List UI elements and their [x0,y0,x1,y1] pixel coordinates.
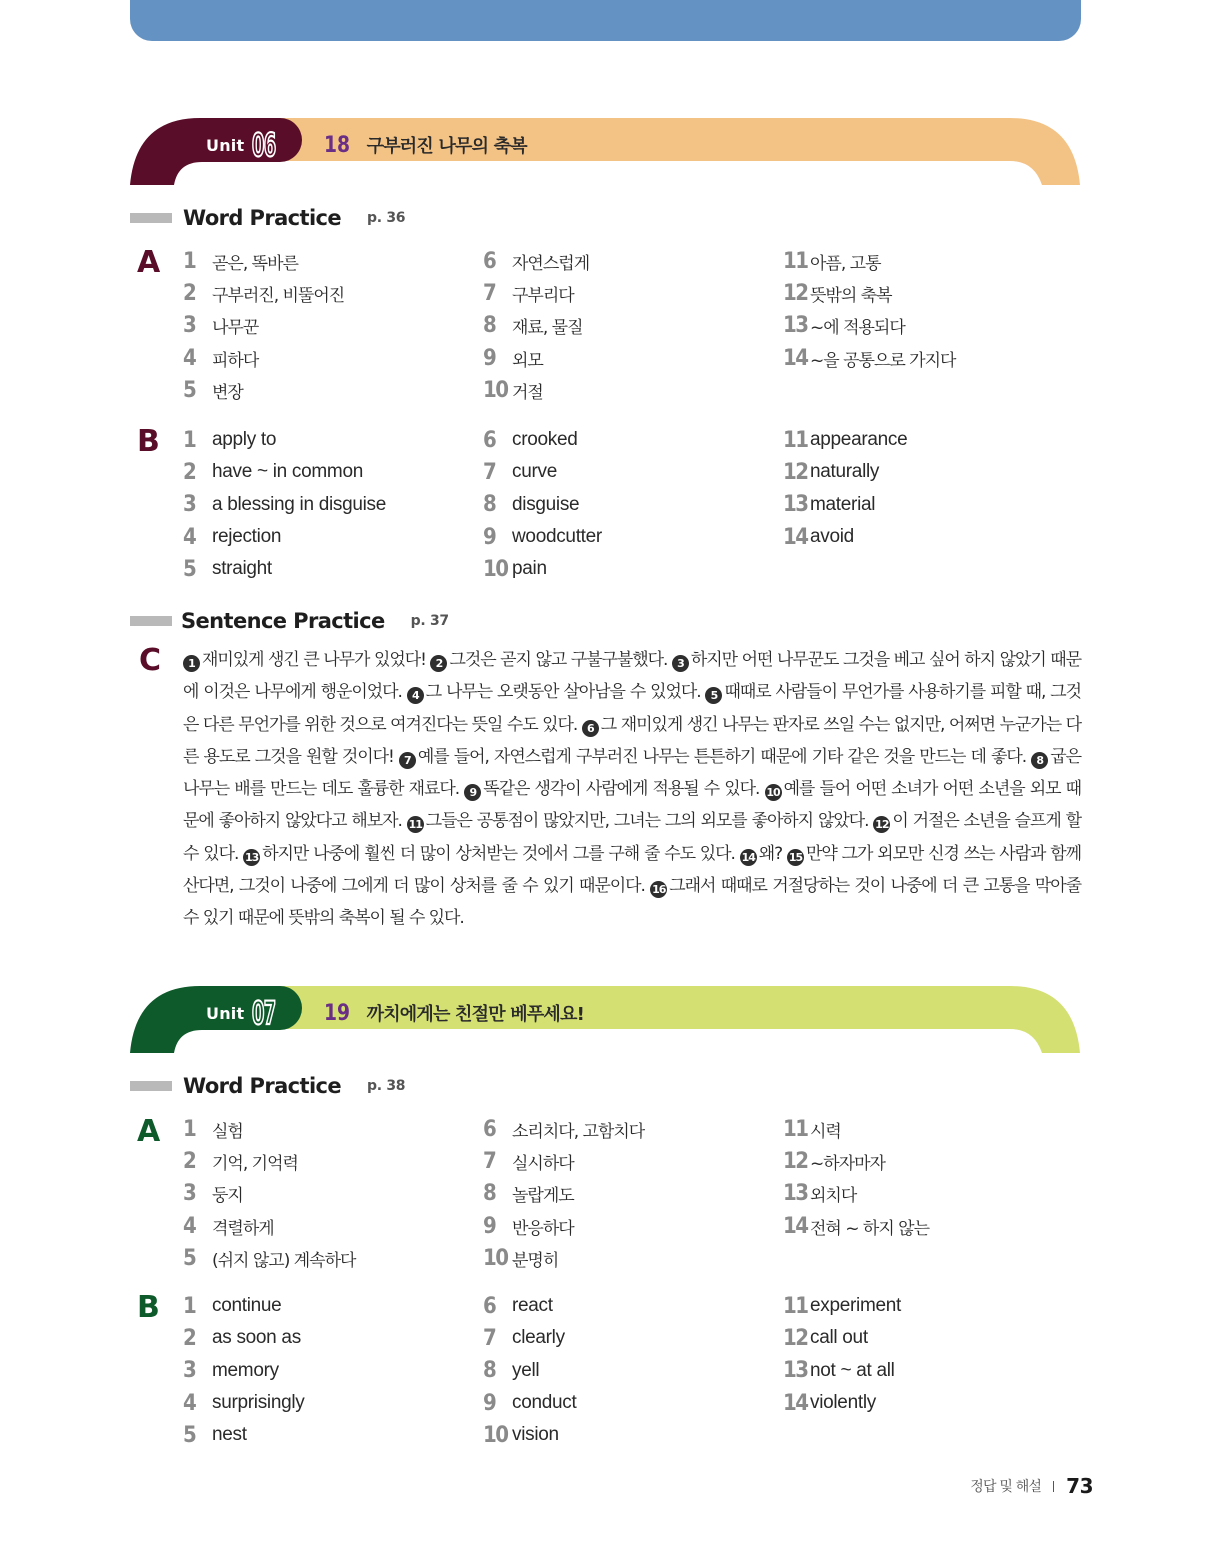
sentence-text: 하지만 나중에 훨씬 더 많이 상처받는 것에서 그를 구해 줄 수도 있다. [262,843,735,864]
exercise-letter-a: A [137,245,161,280]
item-text: surprisingly [212,1392,305,1414]
word-item [783,1355,901,1387]
word-item [183,245,344,277]
unit-number: 07 [252,994,276,1032]
item-number: 11 [783,248,808,274]
item-number: 3 [183,313,196,339]
word-item [783,424,907,456]
item-number: 11 [783,1116,808,1142]
item-text: 격렬하게 [212,1218,274,1239]
word-column [483,245,589,406]
unit-label [206,126,278,164]
item-text: 시력 [810,1121,841,1142]
sentence-number-badge: 16 [652,883,666,897]
item-number: 4 [183,345,196,371]
word-item [483,1242,644,1274]
item-number: 12 [783,280,808,306]
lesson-name: 까치에게는 친절만 베푸세요! [366,1004,585,1025]
word-item [783,342,955,374]
item-text: material [810,493,876,515]
item-text: react [512,1295,553,1317]
item-number: 2 [183,1148,196,1174]
word-item [183,456,386,488]
item-number: 10 [483,1245,508,1271]
word-item [783,456,907,488]
word-item [483,374,589,406]
item-number: 9 [483,1390,496,1416]
item-text: woodcutter [512,526,602,548]
item-number: 7 [483,280,496,306]
item-text: vision [512,1424,559,1446]
item-text: 둥지 [212,1186,243,1207]
word-column [183,1290,305,1451]
word-column [483,424,602,585]
word-item [483,1322,576,1354]
item-number: 11 [783,1293,808,1319]
sentence-text: 재미있게 생긴 큰 나무가 있었다! [202,650,426,670]
word-column [183,424,386,585]
item-text: apply to [212,429,277,451]
word-item [183,342,344,374]
section-bar [130,213,172,223]
item-number: 13 [783,313,808,339]
sentence-text: 그 재미있게 생긴 나무는 판자로 쓰일 수는 없지만, 어쩌면 누군가는 다른 용도로 그것을 원할 것이다! [183,714,1081,767]
word-item [783,277,955,309]
lesson-number: 18 [324,132,351,158]
word-item [483,310,589,342]
item-number: 13 [783,1181,808,1207]
sentence-number-badge: 11 [408,818,422,832]
item-number: 9 [483,345,496,371]
item-text: 실험 [212,1121,243,1142]
sentence-text: 예를 들어 어떤 소녀가 어떤 소년을 외모 때문에 좋아하지 않았다고 해보자. [183,779,1082,832]
word-column [483,1290,576,1451]
item-number: 5 [183,1422,196,1448]
word-practice-heading [130,204,405,232]
footer-label: 정답 및 해설 [970,1479,1042,1495]
exercise-letter-a: A [137,1114,161,1149]
word-item [483,456,602,488]
item-number: 3 [183,1181,196,1207]
section-title: Word Practice [183,206,342,230]
item-number: 4 [183,1390,196,1416]
item-text: 피하다 [212,350,259,371]
item-number: 13 [783,492,808,518]
word-item [783,1210,929,1242]
sentence-number-badge: 14 [741,850,755,864]
word-item [783,1322,901,1354]
word-item [783,1145,929,1177]
item-number: 5 [183,556,196,582]
word-item [183,1290,305,1322]
item-number: 12 [783,1148,808,1174]
item-text: 소리치다, 고함치다 [512,1121,645,1142]
item-text: 자연스럽게 [512,253,590,274]
section-bar [130,1081,172,1091]
item-text: rejection [212,526,282,548]
sentence-number-badge: 8 [1031,752,1048,769]
item-text: not ~ at all [810,1359,895,1381]
item-number: 6 [483,1116,496,1142]
sentence-number-badge: 13 [245,850,259,864]
page-number: 73 [1066,1474,1093,1498]
word-column [483,1113,644,1274]
sentence-text: 그것은 곧지 않고 구불구불했다. [449,650,668,670]
item-text: a blessing in disguise [212,493,387,515]
exercise-letter-b: B [137,1290,160,1325]
item-number: 1 [183,1116,196,1142]
item-number: 9 [483,1213,496,1239]
word-item [183,374,344,406]
unit-07-header [130,985,1081,1055]
word-item [183,1387,305,1419]
item-number: 7 [483,459,496,485]
sentence-text: 때때로 사람들이 무언가를 사용하기를 피할 때, 그것은 다른 무언가를 위한 것으로 여겨진다는 뜻일 수도 있다. [183,682,1081,735]
word-item [783,489,907,521]
word-item [183,1145,355,1177]
page-footer [970,1474,1093,1498]
item-number: 8 [483,492,496,518]
sentence-number-badge: 2 [430,655,447,672]
unit-label [206,994,278,1032]
sentence-text: 만약 그가 외모만 신경 쓰는 사람과 함께 산다면, 그것이 나중에 그에게 더 많이 상처를 줄 수 있기 때문이다. [183,843,1082,897]
item-number: 6 [483,1293,496,1319]
sentence-number-badge: 6 [582,720,599,737]
item-text: 재료, 물질 [512,318,583,339]
word-item [183,1113,355,1145]
item-text: 아픔, 고통 [810,253,881,274]
word-item [483,1178,644,1210]
item-text: disguise [512,493,580,515]
word-item [183,310,344,342]
word-item [183,277,344,309]
word-item [783,521,907,553]
item-number: 1 [183,248,196,274]
exercise-letter-c: C [139,643,162,678]
sentence-practice-paragraph [183,644,1081,935]
item-text: call out [810,1327,868,1349]
sentence-text: 예를 들어, 자연스럽게 구부러진 나무는 튼튼하기 때문에 기타 같은 것을 만드는 데 좋다. [417,746,1027,767]
item-text: 뜻밖의 축복 [810,285,892,306]
sentence-text: 그래서 때때로 거절당하는 것이 나중에 더 큰 고통을 막아줄 수 있기 때문에 뜻밖의 축복이 될 수 있다. [183,876,1082,929]
word-column [783,1290,901,1419]
word-item [483,1210,644,1242]
item-text: appearance [810,429,908,451]
item-number: 12 [783,459,808,485]
item-text: (쉬지 않고) 계속하다 [212,1250,356,1271]
top-color-band [130,0,1081,41]
section-bar [130,616,172,626]
word-column [783,1113,929,1242]
item-number: 14 [783,345,808,371]
word-item [483,553,602,585]
word-item [183,521,386,553]
word-item [483,1355,576,1387]
exercise-letter-b: B [137,424,160,459]
item-text: naturally [810,461,880,483]
word-item [783,1178,929,1210]
word-column [183,1113,355,1274]
item-text: pain [512,558,547,580]
item-number: 6 [483,248,496,274]
item-number: 8 [483,1358,496,1384]
word-item [483,342,589,374]
item-text: 외모 [512,350,543,371]
item-text: yell [512,1359,540,1381]
item-text: 반응하다 [512,1218,574,1239]
word-item [783,245,955,277]
word-item [183,424,386,456]
sentence-number-badge: 10 [766,786,780,800]
item-text: avoid [810,526,854,548]
item-number: 4 [183,1213,196,1239]
item-text: 변장 [212,382,243,403]
sentence-practice-heading [130,607,449,635]
item-text: as soon as [212,1327,301,1349]
item-number: 12 [783,1325,808,1351]
item-text: straight [212,558,272,580]
word-item [783,1387,901,1419]
item-number: 10 [483,377,508,403]
sentence-text: 하지만 어떤 나무꾼도 그것을 베고 싶어 하지 않았기 때문에 이것은 나무에게 행운이었다. [183,650,1081,703]
word-item [483,277,589,309]
sentence-number-badge: 7 [399,752,416,769]
item-number: 7 [483,1148,496,1174]
sentence-number-badge: 9 [464,784,481,801]
word-column [783,245,955,374]
item-text: ~하자마자 [810,1153,885,1174]
word-item [483,1419,576,1451]
section-title: Word Practice [183,1074,342,1098]
item-text: 곧은, 똑바른 [212,253,298,274]
item-text: 외치다 [810,1186,857,1207]
sentence-number-badge: 5 [705,687,722,704]
sentence-text: 그들은 공통점이 많았지만, 그녀는 그의 외모를 좋아하지 않았다. [425,811,869,832]
word-item [483,1113,644,1145]
item-number: 14 [783,1213,808,1239]
section-page-ref: p. 36 [367,210,406,226]
item-number: 2 [183,1325,196,1351]
word-item [183,1322,305,1354]
item-text: 구부리다 [512,285,574,306]
word-item [183,1242,355,1274]
item-number: 14 [783,1390,808,1416]
item-text: 구부러진, 비뚤어진 [212,285,345,306]
word-item [183,1419,305,1451]
sentence-text: 그 나무는 오랫동안 살아남을 수 있었다. [425,682,701,703]
item-text: 놀랍게도 [512,1186,574,1207]
footer-divider [1053,1481,1054,1492]
sentence-text: 왜? [758,843,783,864]
word-item [483,521,602,553]
word-item [183,1355,305,1387]
word-item [183,489,386,521]
sentence-text: 이 거절은 소년을 슬프게 할 수 있다. [183,811,1081,864]
word-item [483,245,589,277]
item-text: violently [810,1392,876,1414]
unit-word: Unit [206,1003,245,1023]
item-number: 5 [183,1245,196,1271]
word-item [783,1113,929,1145]
sentence-number-badge: 15 [788,850,803,864]
sentence-number-badge: 12 [875,818,889,832]
word-item [483,1387,576,1419]
word-item [483,424,602,456]
item-number: 3 [183,492,196,518]
item-number: 3 [183,1358,196,1384]
item-number: 9 [483,524,496,550]
lesson-title [324,995,584,1031]
item-number: 7 [483,1325,496,1351]
section-page-ref: p. 37 [410,613,449,629]
lesson-name: 구부러진 나무의 축복 [366,136,527,157]
item-text: nest [212,1424,247,1446]
item-number: 10 [483,1422,508,1448]
unit-06-header [130,117,1081,187]
word-item [183,1178,355,1210]
word-item [483,1145,644,1177]
section-title: Sentence Practice [181,609,385,633]
word-item [183,553,386,585]
item-text: ~을 공통으로 가지다 [810,350,956,371]
unit-word: Unit [206,135,245,155]
item-text: 분명히 [512,1250,559,1271]
item-text: 기억, 기억력 [212,1153,298,1174]
word-item [783,310,955,342]
item-number: 4 [183,524,196,550]
item-text: 전혀 ~ 하지 않는 [810,1218,929,1239]
sentence-number-badge: 1 [183,655,200,672]
item-text: memory [212,1359,279,1381]
item-text: clearly [512,1327,565,1349]
item-text: 거절 [512,382,543,403]
item-number: 10 [483,556,508,582]
item-number: 11 [783,427,808,453]
item-number: 14 [783,524,808,550]
item-text: 나무꾼 [212,318,259,339]
item-number: 6 [483,427,496,453]
sentence-text: 똑같은 생각이 사람에게 적용될 수 있다. [483,779,760,800]
item-number: 8 [483,313,496,339]
item-text: crooked [512,429,578,451]
word-item [483,1290,576,1322]
item-text: have ~ in common [212,461,363,483]
item-number: 1 [183,1293,196,1319]
unit-number: 06 [252,126,276,164]
word-column [183,245,344,406]
item-number: 2 [183,459,196,485]
item-text: continue [212,1295,282,1317]
word-practice-heading [130,1072,405,1100]
item-number: 5 [183,377,196,403]
sentence-number-badge: 4 [407,687,424,704]
word-item [483,489,602,521]
item-text: experiment [810,1295,901,1317]
item-text: 실시하다 [512,1153,574,1174]
section-page-ref: p. 38 [367,1078,406,1094]
word-item [183,1210,355,1242]
item-number: 13 [783,1358,808,1384]
word-column [783,424,907,553]
word-item [783,1290,901,1322]
lesson-title [324,127,527,163]
item-number: 2 [183,280,196,306]
item-text: ~에 적용되다 [810,318,905,339]
sentence-number-badge: 3 [672,655,689,672]
item-number: 8 [483,1181,496,1207]
item-text: curve [512,461,557,483]
item-number: 1 [183,427,196,453]
item-text: conduct [512,1392,577,1414]
lesson-number: 19 [324,1000,351,1026]
sentence-text: 굽은 나무는 배를 만드는 데도 훌륭한 재료다. [183,746,1081,800]
